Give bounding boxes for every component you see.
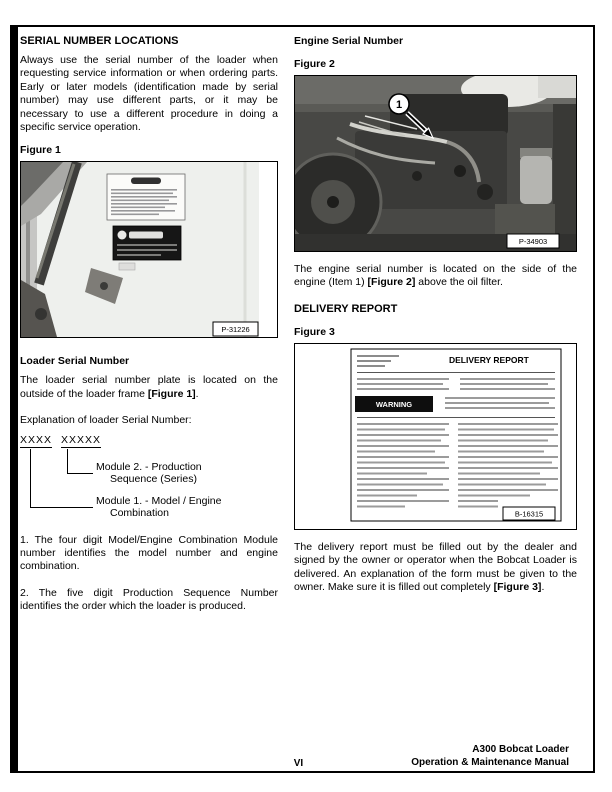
loader-para-end: .: [195, 387, 199, 400]
page-number: VI: [293, 758, 304, 769]
page-content: [20, 35, 577, 614]
figure1-label: Figure 1: [20, 144, 61, 157]
section-heading: SERIAL NUMBER LOCATIONS: [20, 35, 179, 47]
note2-paragraph: 2. The five digit Production Sequence Number identifies the order which the loader is produced.: [20, 586, 278, 613]
bobcat-plate: [113, 226, 181, 260]
oil-filter: [520, 148, 552, 204]
engine-para-end: above the oil filter.: [415, 276, 503, 289]
loader-serial-heading: Loader Serial Number: [20, 355, 130, 368]
serial-module2-code: XXXXX: [61, 433, 102, 446]
manual-title-block: [411, 744, 569, 769]
explanation-label: Explanation of loader Serial Number:: [20, 414, 192, 427]
delivery-report-heading: DELIVERY REPORT: [294, 302, 398, 315]
figure1-loader-frame-photo: [21, 162, 259, 337]
delivery-para-text: The delivery report must be filled out by the dealer and signed by the owner or operator when the Bobcat Loader is delivered. An explanation of the form must be given to the owner. Make sure it is filled out completely: [294, 540, 577, 594]
figure2-photo-id: P-34903: [518, 237, 548, 246]
right-column: [294, 35, 577, 614]
loader-serial-paragraph: [20, 374, 278, 401]
figure3-drawing: [294, 343, 577, 530]
figure1-photo: [20, 161, 278, 338]
callout-1: [389, 94, 409, 114]
delivery-report-paragraph: [294, 541, 577, 595]
engine-para-text: The engine serial number is located on the side of the engine (Item 1): [294, 263, 577, 289]
figure3-drawing-id: B-16315: [514, 509, 544, 519]
figure2-reference: [Figure 2]: [367, 276, 416, 289]
serial-number-diagram: [20, 434, 278, 522]
loader-para-text: The loader serial number plate is located on the outside of the loader frame: [20, 374, 278, 400]
figure3-drawing-id-box: [503, 507, 555, 520]
figure3-label: Figure 3: [294, 325, 335, 338]
intro-paragraph: Always use the serial number of the loader when requesting service information or when ordering parts. Early or later models (identification made by serial number) may use different parts, or it may be necessary to use a different procedure in doing a specific service operation.: [20, 54, 278, 134]
figure2-photo: [294, 75, 577, 252]
figure3-delivery-report-drawing: [295, 344, 576, 529]
delivery-para-end: .: [541, 581, 545, 594]
delivery-report-form-title: DELIVERY REPORT: [449, 354, 529, 365]
manual-title-line1: A300 Bobcat Loader: [472, 744, 569, 755]
module1-label: Module 1. - Model / Engine Combination: [96, 494, 222, 520]
figure3-reference: [Figure 3]: [493, 581, 542, 594]
module1-connector-line: [30, 449, 93, 508]
left-column: [20, 35, 278, 614]
manual-title-line2: Operation & Maintenance Manual: [411, 756, 569, 768]
figure1-photo-id: P-31226: [221, 325, 250, 335]
note1-paragraph: 1. The four digit Model/Engine Combination Module number identifies the model number and engine combination.: [20, 533, 278, 573]
serial-number-plate: [107, 174, 185, 220]
module2-label: Module 2. - Production Sequence (Series): [96, 460, 202, 486]
figure2-label: Figure 2: [294, 58, 335, 70]
page-footer: [20, 744, 577, 770]
figure2-engine-photo: [295, 76, 576, 251]
warning-label: WARNING: [375, 399, 413, 409]
warning-box: [355, 396, 433, 412]
figure1-photo-id-box: [213, 322, 258, 336]
engine-serial-paragraph: [294, 263, 577, 290]
callout-1-number: 1: [395, 99, 403, 111]
serial-module1-code: XXXX: [20, 433, 53, 446]
figure1-reference: [Figure 1]: [147, 387, 196, 400]
figure2-photo-id-box: [507, 234, 559, 248]
serial-code: [20, 434, 278, 448]
engine-serial-heading: Engine Serial Number: [294, 35, 404, 47]
